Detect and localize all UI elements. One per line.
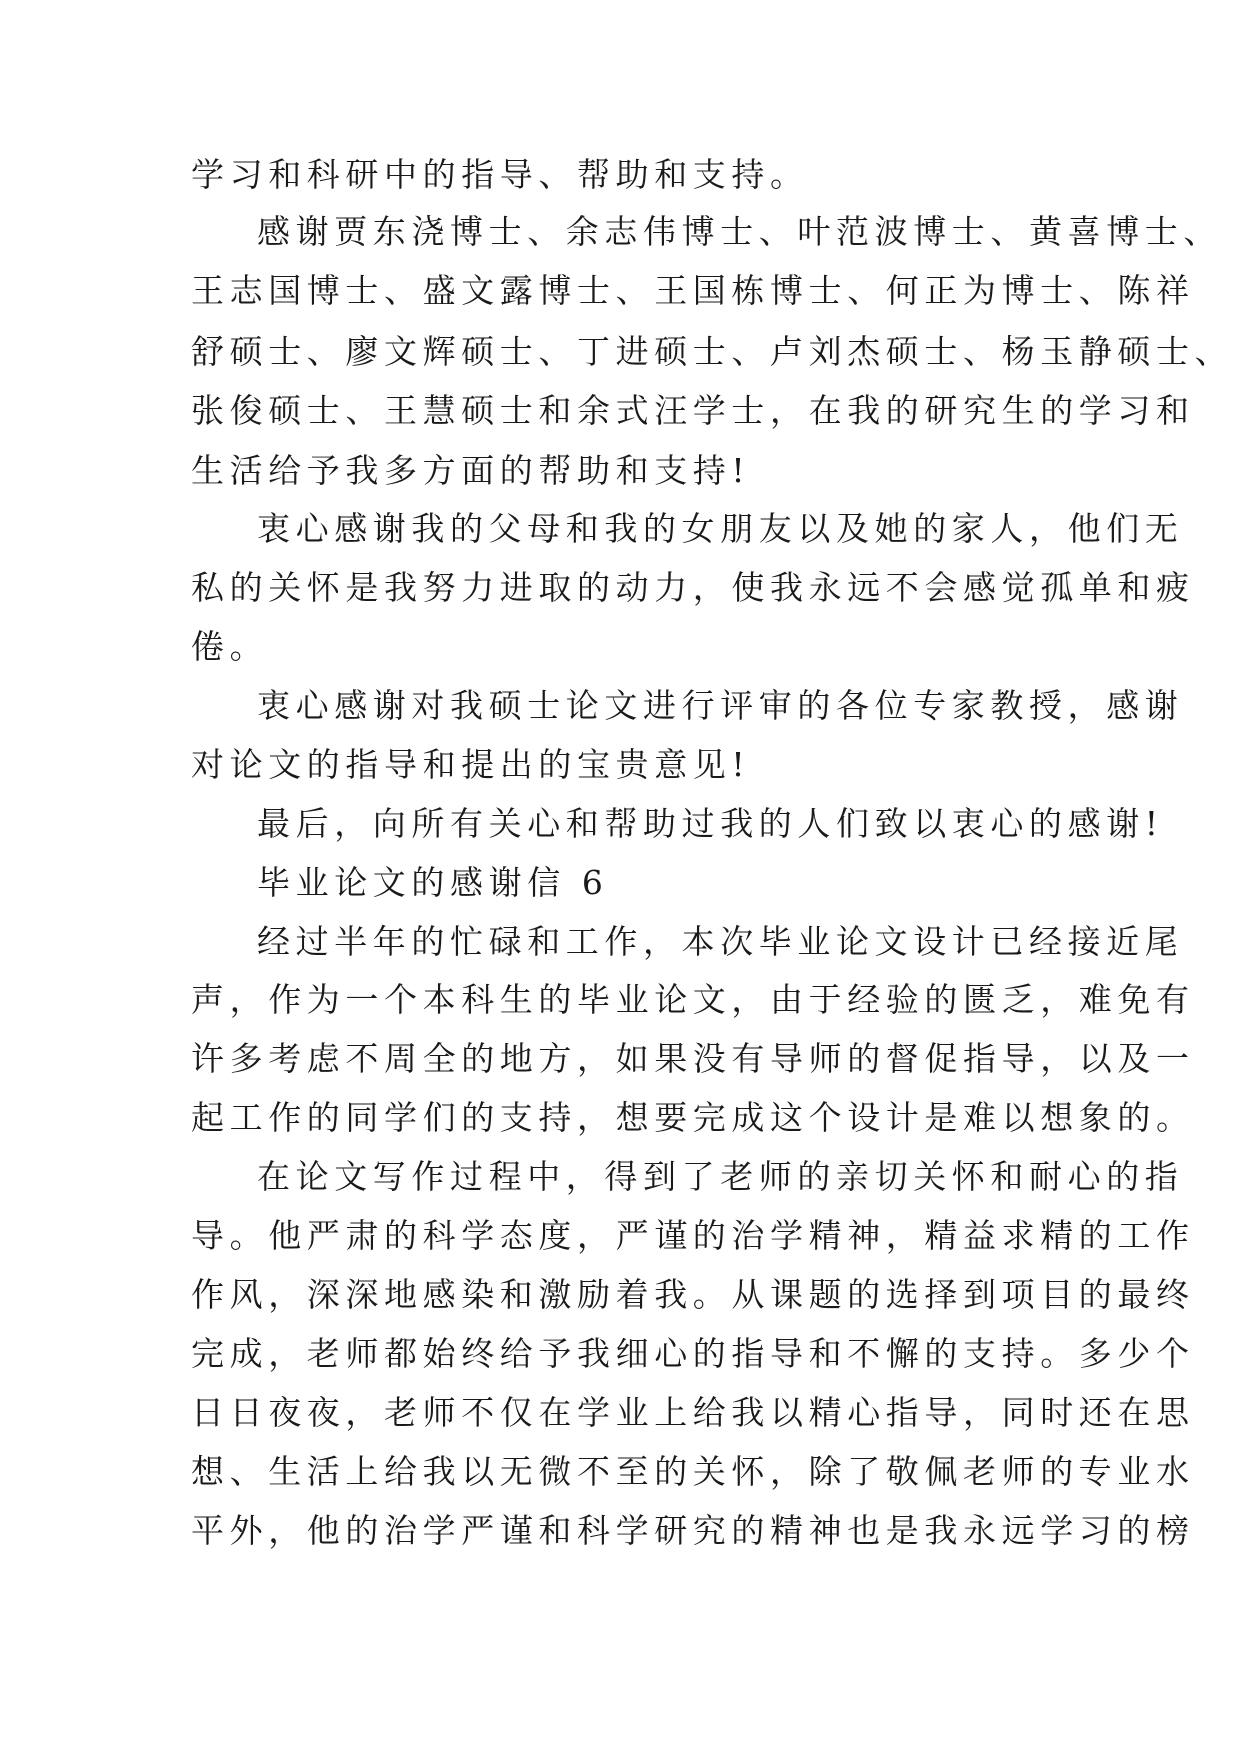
text-line: 作风，深深地感染和激励着我。从课题的选择到项目的最终 <box>191 1275 1195 1314</box>
text-line: 在论文写作过程中，得到了老师的亲切关怀和耐心的指 <box>257 1157 1184 1196</box>
text-line: 倦。 <box>191 627 269 666</box>
text-line: 想、生活上给我以无微不至的关怀，除了敬佩老师的专业水 <box>191 1452 1195 1491</box>
text-line: 生活给予我多方面的帮助和支持! <box>191 451 751 490</box>
text-line: 导。他严肃的科学态度，严谨的治学精神，精益求精的工作 <box>191 1216 1195 1255</box>
text-line: 私的关怀是我努力进取的动力，使我永远不会感觉孤单和疲 <box>191 568 1195 607</box>
text-line: 日日夜夜，老师不仅在学业上给我以精心指导，同时还在思 <box>191 1393 1195 1432</box>
text-line: 舒硕士、廖文辉硕士、丁进硕士、卢刘杰硕士、杨玉静硕士、 <box>191 332 1234 371</box>
text-line: 声，作为一个本科生的毕业论文，由于经验的匮乏，难免有 <box>191 980 1195 1019</box>
text-line: 最后，向所有关心和帮助过我的人们致以衷心的感谢! <box>257 804 1164 843</box>
text-line: 王志国博士、盛文露博士、王国栋博士、何正为博士、陈祥 <box>191 271 1195 310</box>
text-line: 张俊硕士、王慧硕士和余式汪学士，在我的研究生的学习和 <box>191 391 1195 430</box>
section-heading: 毕业论文的感谢信 6 <box>257 863 609 902</box>
text-line: 平外，他的治学严谨和科学研究的精神也是我永远学习的榜 <box>191 1511 1195 1550</box>
text-line: 完成，老师都始终给予我细心的指导和不懈的支持。多少个 <box>191 1334 1195 1373</box>
text-line: 经过半年的忙碌和工作，本次毕业论文设计已经接近尾 <box>257 922 1184 961</box>
text-line: 学习和科研中的指导、帮助和支持。 <box>191 155 809 194</box>
text-line: 感谢贾东浇博士、余志伟博士、叶范波博士、黄喜博士、 <box>257 212 1222 251</box>
text-line: 对论文的指导和提出的宝贵意见! <box>191 745 751 784</box>
text-line: 许多考虑不周全的地方，如果没有导师的督促指导，以及一 <box>191 1039 1195 1078</box>
text-line: 衷心感谢我的父母和我的女朋友以及她的家人，他们无 <box>257 509 1184 548</box>
text-line: 衷心感谢对我硕士论文进行评审的各位专家教授，感谢 <box>257 686 1184 725</box>
text-line: 起工作的同学们的支持，想要完成这个设计是难以想象的。 <box>191 1098 1195 1137</box>
